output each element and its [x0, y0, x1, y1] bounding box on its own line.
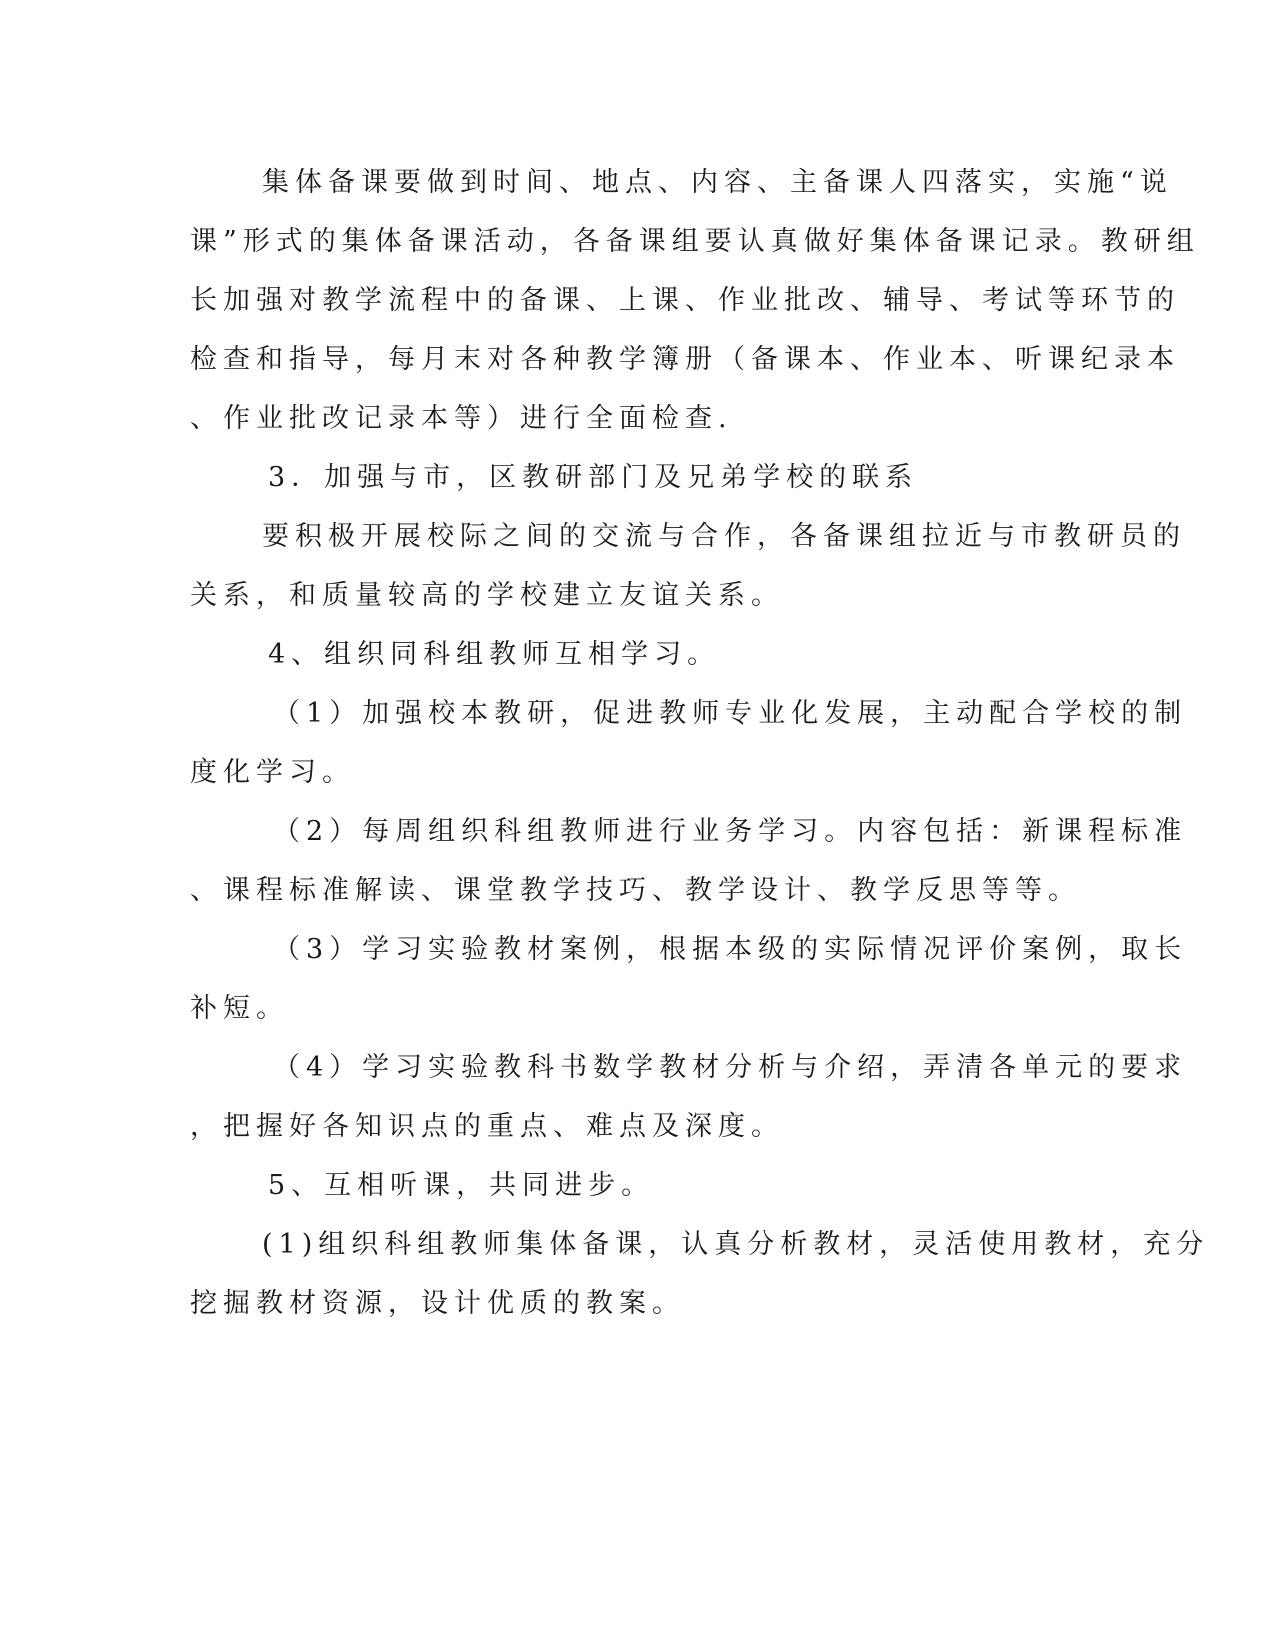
- text-line: 、作业批改记录本等）进行全面检查.: [190, 403, 733, 434]
- text-line: 课”形式的集体备课活动，各备课组要认真做好集体备课记录。教研组: [190, 226, 1200, 257]
- text-line: 集体备课要做到时间、地点、内容、主备课人四落实，实施“说: [262, 167, 1173, 198]
- text-line: ，把握好各知识点的重点、难点及深度。: [190, 1111, 784, 1142]
- list-item: (1)组织科组教师集体备课，认真分析教材，灵活使用教材，充分: [262, 1229, 1210, 1260]
- text-line: 挖掘教材资源，设计优质的教案。: [190, 1288, 685, 1319]
- text-line: 补短。: [190, 993, 289, 1024]
- list-item: （4）学习实验教科书数学教材分析与介绍，弄清各单元的要求: [273, 1052, 1188, 1083]
- list-item: （3）学习实验教材案例，根据本级的实际情况评价案例，取长: [273, 934, 1188, 965]
- text-line: 度化学习。: [190, 757, 355, 788]
- text-line: 长加强对教学流程中的备课、上课、作业批改、辅导、考试等环节的: [190, 285, 1180, 316]
- section-heading: 3．加强与市，区教研部门及兄弟学校的联系: [268, 462, 919, 493]
- text-line: 要积极开展校际之间的交流与合作，各备课组拉近与市教研员的: [262, 521, 1186, 552]
- section-heading: 4、组织同科组教师互相学习。: [268, 639, 721, 670]
- list-item: （1）加强校本教研，促进教师专业化发展，主动配合学校的制: [273, 698, 1188, 729]
- text-line: 检查和指导，每月末对各种教学簿册（备课本、作业本、听课纪录本: [190, 344, 1180, 375]
- text-line: 关系，和质量较高的学校建立友谊关系。: [190, 580, 784, 611]
- list-item: （2）每周组织科组教师进行业务学习。内容包括：新课程标准: [273, 816, 1188, 847]
- section-heading: 5、互相听课，共同进步。: [268, 1170, 655, 1201]
- text-line: 、课程标准解读、课堂教学技巧、教学设计、教学反思等等。: [190, 875, 1081, 906]
